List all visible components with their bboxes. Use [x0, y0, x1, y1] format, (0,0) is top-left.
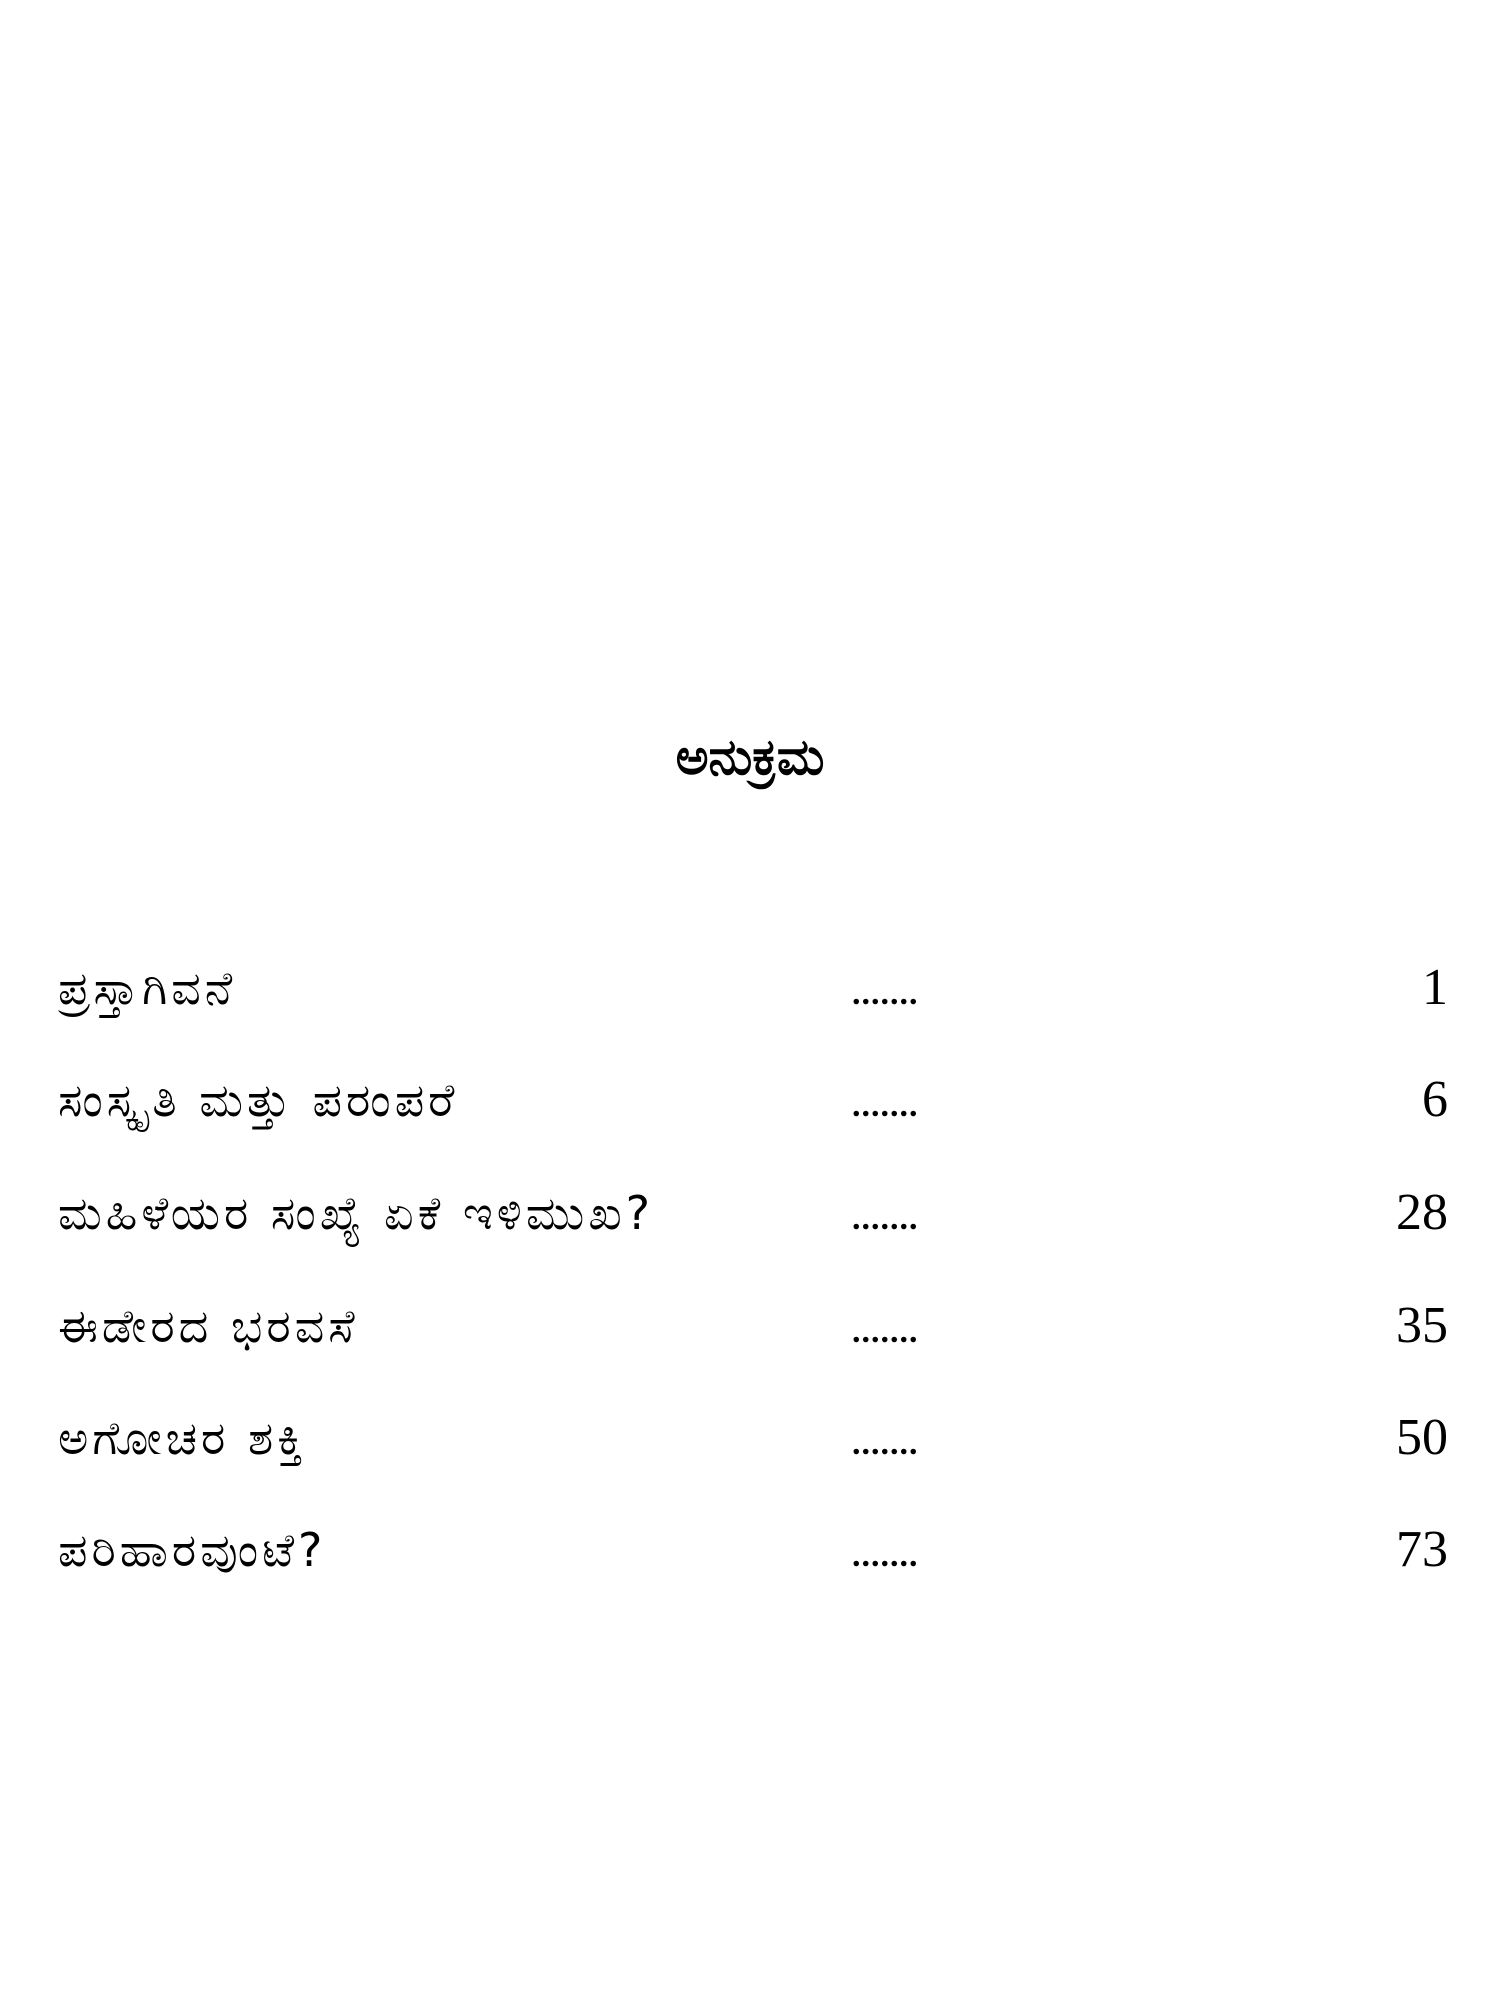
toc-entry [0, 1400, 1500, 1476]
toc-entry-page-number: 50 [1396, 1409, 1448, 1466]
toc-entry-page-number: 28 [1396, 1184, 1448, 1241]
toc-entry-title: ಪ್ರಸ್ತಾಗಿವನೆ [58, 961, 237, 1015]
toc-entry-title: ಮಹಿಳೆಯರ ಸಂಖ್ಯೆ ಏಕೆ ಇಳಿಮುಖ? [58, 1186, 655, 1240]
toc-entry-leader: ....... [852, 1425, 919, 1462]
toc-heading: ಅನುಕ್ರಮ [675, 728, 825, 786]
toc-entry-leader: ....... [852, 1200, 919, 1237]
toc-entry [0, 1512, 1500, 1588]
toc-entry-page-number: 73 [1396, 1521, 1448, 1578]
toc-entry-title: ಪರಿಹಾರವುಂಟೆ? [58, 1523, 327, 1577]
toc-entry-leader: ....... [852, 1313, 919, 1350]
toc-entry-title: ಈಡೇರದ ಭರವಸೆ [58, 1299, 359, 1353]
toc-entry-page-number: 35 [1396, 1297, 1448, 1354]
toc-entry-title: ಅಗೋಚರ ಶಕ್ತಿ [58, 1411, 307, 1465]
toc-entry [0, 1175, 1500, 1251]
toc-entry-leader: ....... [852, 1537, 919, 1574]
toc-entry-leader: ....... [852, 975, 919, 1012]
toc-entry-leader: ....... [852, 1087, 919, 1124]
toc-entry [0, 950, 1500, 1026]
toc-entry [0, 1288, 1500, 1364]
toc-entry-page-number: 6 [1422, 1071, 1448, 1128]
toc-entry-title: ಸಂಸ್ಕೃತಿ ಮತ್ತು ಪರಂಪರೆ [58, 1073, 459, 1127]
toc-entry-page-number: 1 [1422, 959, 1448, 1016]
toc-entry [0, 1062, 1500, 1138]
